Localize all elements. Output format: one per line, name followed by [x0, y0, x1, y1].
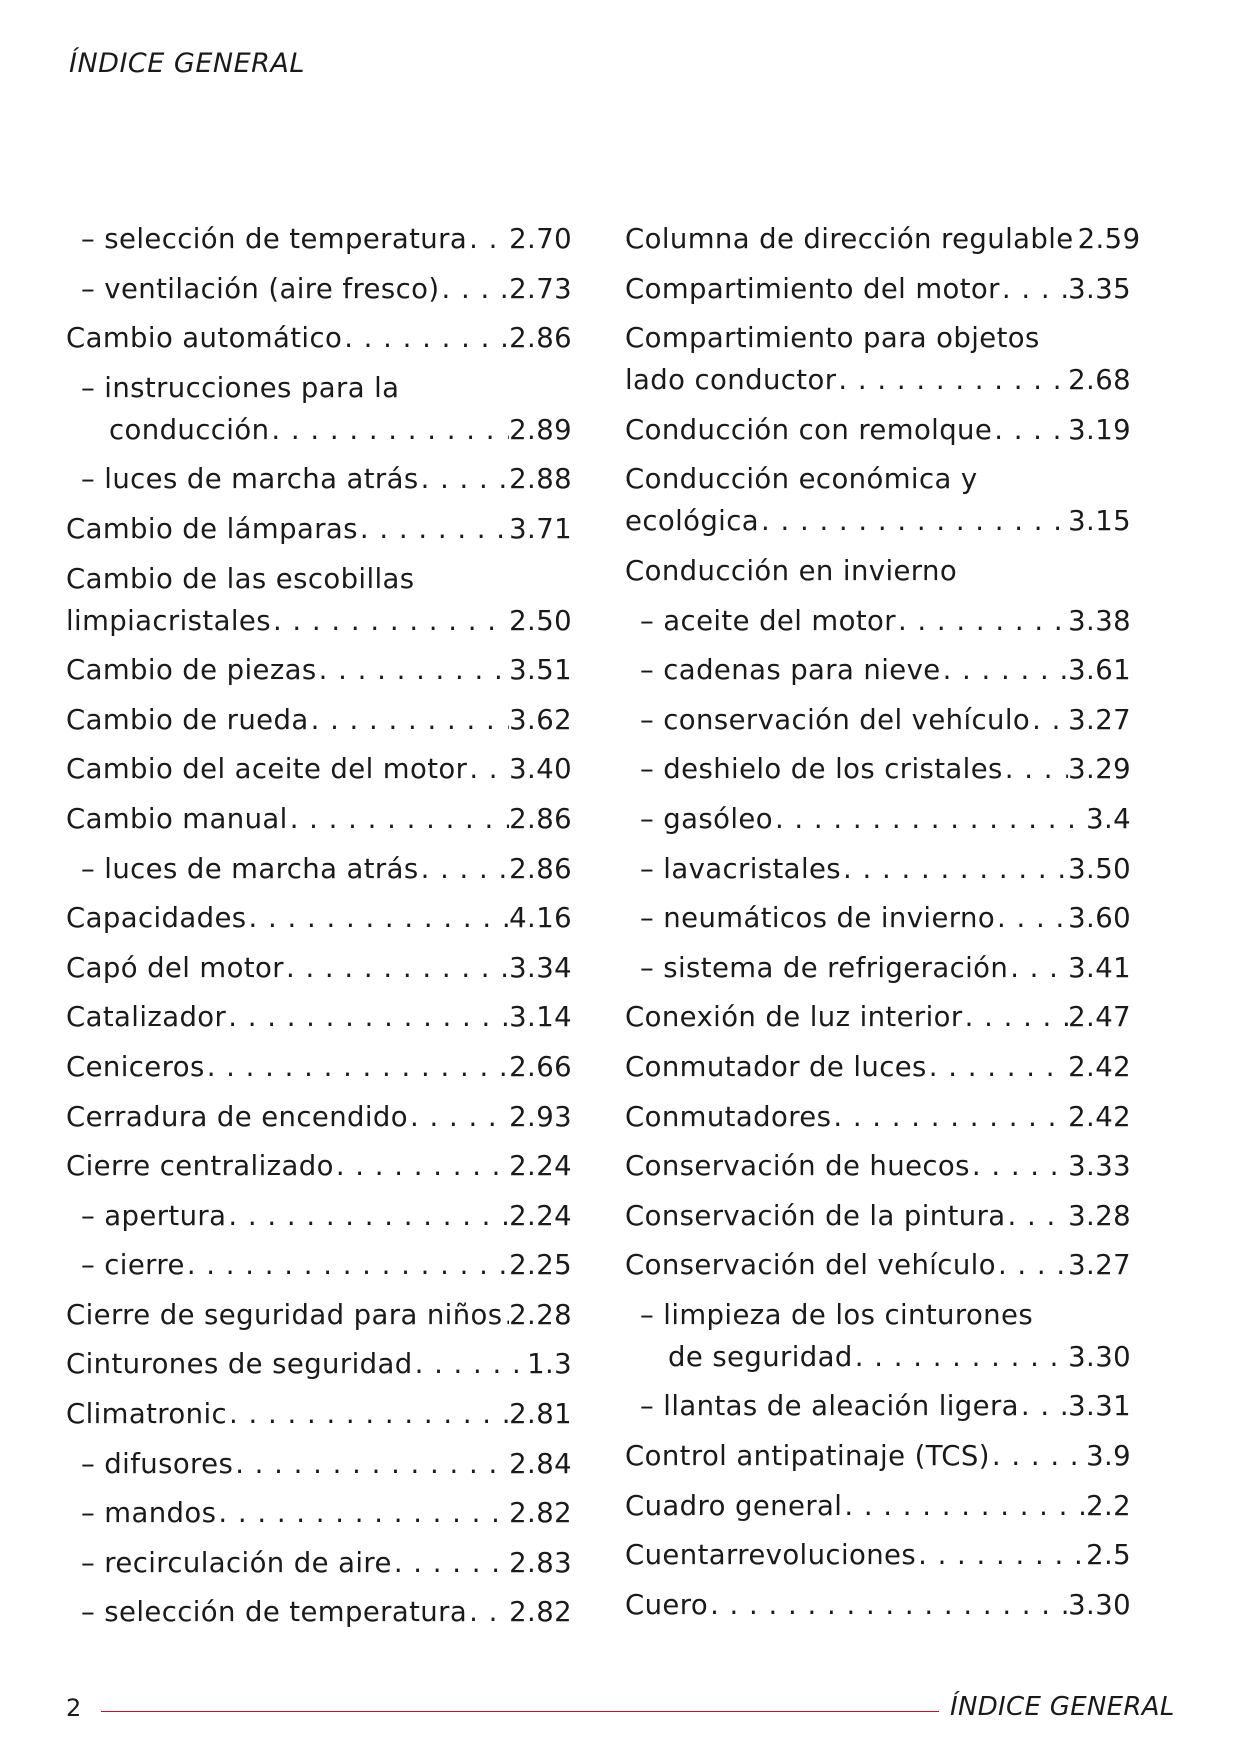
index-entry — [66, 996, 572, 1038]
index-entry-page: 2.88 — [509, 463, 572, 496]
index-entry — [625, 1435, 1131, 1477]
index-entry — [625, 1244, 1131, 1286]
index-entry — [625, 897, 1131, 939]
leader-dots — [288, 798, 509, 840]
index-entry — [66, 1443, 572, 1485]
index-entry-text: Capó del motor — [66, 951, 284, 984]
index-entry — [625, 1584, 1131, 1626]
leader-dots — [467, 1591, 509, 1633]
index-entry — [66, 268, 572, 310]
index-entry-text: Catalizador — [66, 1001, 227, 1034]
index-entry-page: 3.9 — [1086, 1440, 1131, 1473]
index-entry-text: Cambio de rueda — [66, 703, 309, 736]
leader-dots — [271, 600, 509, 642]
index-entry-page: 3.28 — [1068, 1199, 1131, 1232]
index-column-right — [625, 218, 1141, 1633]
index-entry — [66, 1492, 572, 1534]
index-entry-page: 3.33 — [1068, 1150, 1131, 1183]
index-entry — [66, 1294, 572, 1336]
index-entry-text: Cambio del aceite del motor — [66, 753, 468, 786]
leader-dots — [216, 1492, 509, 1534]
index-entry-page: 2.89 — [509, 413, 572, 446]
index-entry-page: 3.34 — [509, 951, 572, 984]
index-entry — [625, 1145, 1131, 1187]
leader-dots — [1019, 1385, 1068, 1427]
index-entry-text: – conservación del vehículo — [640, 703, 1031, 736]
index-entry-page: 3.27 — [1068, 1249, 1131, 1282]
index-entry-text: – limpieza de los cinturones — [640, 1298, 1034, 1331]
index-entry — [66, 1393, 572, 1435]
leader-dots — [831, 1096, 1068, 1138]
index-entry — [66, 798, 572, 840]
index-entry — [625, 798, 1131, 840]
index-entry-page: 2.83 — [509, 1546, 572, 1579]
index-entry-text: – sistema de refrigeración — [640, 951, 1009, 984]
leader-dots — [227, 1393, 509, 1435]
index-entry-text: Cambio automático — [66, 322, 343, 355]
index-entry-text: – luces de marcha atrás — [81, 852, 419, 885]
index-entry-page: 3.51 — [509, 654, 572, 687]
leader-dots — [413, 1343, 527, 1385]
index-entry-text: Cambio de piezas — [66, 654, 317, 687]
leader-dots — [284, 947, 509, 989]
index-entry-page: 2.24 — [509, 1199, 572, 1232]
index-entry-text: – recirculación de aire — [81, 1546, 392, 1579]
index-entry — [625, 1096, 1131, 1138]
index-entry-page: 2.70 — [509, 223, 572, 255]
index-entry-page: 1.3 — [527, 1348, 572, 1381]
index-entry — [625, 649, 1131, 691]
index-entry-text: Ceniceros — [66, 1050, 205, 1083]
leader-dots — [309, 699, 510, 741]
leader-dots — [269, 409, 509, 451]
index-entry-page: 2.47 — [1068, 1001, 1131, 1034]
index-entry-text: Conservación de huecos — [625, 1150, 970, 1183]
index-entry-page: 3.4 — [1086, 802, 1131, 835]
index-entry — [66, 699, 572, 741]
index-entry — [66, 508, 572, 550]
index-entry-page: 3.35 — [1068, 272, 1131, 305]
index-entry — [625, 1534, 1131, 1576]
index-entry-page: 2.86 — [509, 852, 572, 885]
footer-title: ÍNDICE GENERAL — [950, 1692, 1175, 1722]
index-entry-text: – neumáticos de invierno — [640, 902, 996, 935]
leader-dots — [503, 1294, 510, 1336]
index-entry-page: 3.50 — [1068, 852, 1131, 885]
leader-dots — [708, 1584, 1068, 1626]
index-entry-page: 4.16 — [509, 902, 572, 935]
index-entry-text: lado conductor — [625, 364, 837, 397]
index-entry — [66, 1046, 572, 1088]
index-entry — [66, 1591, 572, 1633]
index-entry-page: 3.61 — [1068, 654, 1131, 687]
index-entry-text: Cuero — [625, 1588, 709, 1621]
index-entry — [66, 1542, 572, 1584]
index-entry — [66, 367, 572, 451]
index-entry-text: limpiacristales — [66, 604, 271, 637]
index-entry — [625, 699, 1131, 741]
index-entry-text: – ventilación (aire fresco) — [81, 272, 440, 305]
index-entry-page: 2.50 — [509, 604, 572, 637]
index-entry-page: 2.66 — [509, 1050, 572, 1083]
index-entry-text: – difusores — [81, 1447, 234, 1480]
leader-dots — [990, 1435, 1086, 1477]
leader-dots — [996, 1244, 1068, 1286]
index-entry-page: 2.93 — [509, 1100, 572, 1133]
leader-dots — [992, 409, 1068, 451]
leader-dots — [419, 458, 510, 500]
leader-dots — [226, 996, 509, 1038]
index-entry-page: 2.73 — [509, 272, 572, 305]
index-entry-page: 3.27 — [1068, 703, 1131, 736]
leader-dots — [1000, 268, 1068, 310]
index-entry-page: 3.14 — [509, 1001, 572, 1034]
index-entry — [66, 1244, 572, 1286]
leader-dots — [467, 748, 509, 790]
index-entry-page: 2.25 — [509, 1249, 572, 1282]
leader-dots — [1006, 1195, 1069, 1237]
index-entry-text: – lavacristales — [640, 852, 842, 885]
index-entry — [66, 947, 572, 989]
index-entry-text: – cadenas para nieve — [640, 654, 941, 687]
leader-dots — [408, 1096, 509, 1138]
index-entry — [625, 409, 1131, 451]
index-entry-text: Cambio manual — [66, 802, 288, 835]
index-entry-page: 2.82 — [509, 1596, 572, 1629]
index-entry-page: 3.19 — [1068, 413, 1131, 446]
index-entry — [66, 848, 572, 890]
leader-dots — [226, 1195, 509, 1237]
index-entry-text: – cierre — [81, 1249, 185, 1282]
index-entry-page: 2.42 — [1068, 1050, 1131, 1083]
index-entry — [625, 996, 1131, 1038]
index-entry-page: 3.15 — [1068, 505, 1131, 538]
index-entry — [66, 649, 572, 691]
index-entry-text: Compartimiento del motor — [625, 272, 1000, 305]
footer-rule — [101, 1711, 939, 1712]
leader-dots — [853, 1336, 1068, 1378]
leader-dots — [392, 1542, 509, 1584]
index-entry-text: – llantas de aleación ligera — [640, 1390, 1019, 1423]
index-entry — [625, 1195, 1131, 1237]
index-entry — [625, 1294, 1131, 1378]
index-entry-page: 3.29 — [1068, 753, 1131, 786]
index-entry-page: 2.82 — [509, 1497, 572, 1530]
index-entry-text: – aceite del motor — [640, 604, 896, 637]
index-entry — [625, 600, 1131, 642]
index-entry-page: 3.31 — [1068, 1390, 1131, 1423]
index-entry — [625, 218, 1141, 260]
leader-dots — [1003, 748, 1068, 790]
leader-dots — [916, 1534, 1086, 1576]
index-entry-text: Columna de dirección regulable — [625, 223, 1074, 255]
index-entry-page: 2.86 — [509, 322, 572, 355]
index-entry-text: – luces de marcha atrás — [81, 463, 419, 496]
leader-dots — [759, 500, 1068, 542]
leader-dots — [419, 848, 510, 890]
leader-dots — [1030, 699, 1068, 741]
leader-dots — [247, 897, 510, 939]
index-entry-text: ecológica — [625, 505, 759, 538]
leader-dots — [358, 508, 509, 550]
index-entry-page: 2.68 — [1068, 364, 1131, 397]
index-entry — [625, 848, 1131, 890]
index-entry — [66, 458, 572, 500]
index-entry-text: Conducción económica y — [625, 463, 978, 496]
index-entry-text: Cierre de seguridad para niños — [66, 1298, 503, 1331]
leader-dots — [205, 1046, 509, 1088]
index-entry-page: 3.60 — [1068, 902, 1131, 935]
index-entry — [66, 1195, 572, 1237]
leader-dots — [185, 1244, 509, 1286]
index-entry-page: 2.81 — [509, 1398, 572, 1431]
leader-dots — [963, 996, 1069, 1038]
index-entry — [625, 748, 1131, 790]
leader-dots — [773, 798, 1086, 840]
index-entry-text: – deshielo de los cristales — [640, 753, 1003, 786]
leader-dots — [317, 649, 510, 691]
index-entry-text: Conducción en invierno — [625, 554, 958, 587]
index-entry — [625, 1485, 1131, 1527]
index-entry-page: 3.30 — [1068, 1588, 1131, 1621]
index-entry-text: Cambio de las escobillas — [66, 562, 415, 595]
index-entry-page: 2.5 — [1086, 1539, 1131, 1572]
index-entry — [66, 1096, 572, 1138]
index-entry-page: 3.30 — [1068, 1340, 1131, 1373]
index-entry-page: 2.42 — [1068, 1100, 1131, 1133]
page-header-title: ÍNDICE GENERAL — [69, 48, 305, 79]
index-entry-text: Cinturones de seguridad — [66, 1348, 413, 1381]
index-entry-page: 3.62 — [509, 703, 572, 736]
index-entry-text: conducción — [109, 413, 270, 446]
index-entry — [625, 268, 1131, 310]
index-entry-page: 3.38 — [1068, 604, 1131, 637]
index-entry — [625, 1046, 1131, 1088]
index-entry — [66, 317, 572, 359]
leader-dots — [836, 359, 1068, 401]
index-entry — [66, 1343, 572, 1385]
page-number: 2 — [66, 1694, 82, 1722]
index-entry-text: – selección de temperatura — [81, 1596, 468, 1629]
index-entry — [625, 550, 1131, 592]
index-entry — [66, 897, 572, 939]
index-entry-text: Cierre centralizado — [66, 1150, 334, 1183]
index-entry — [66, 218, 572, 260]
index-entry-text: Conservación de la pintura — [625, 1199, 1006, 1232]
index-entry-page: 2.86 — [509, 802, 572, 835]
index-entry — [625, 1385, 1131, 1427]
index-entry-page: 3.41 — [1068, 951, 1131, 984]
leader-dots — [342, 317, 509, 359]
index-entry-text: Conservación del vehículo — [625, 1249, 996, 1282]
index-entry-page: 2.28 — [509, 1298, 572, 1331]
index-entry-page: 3.40 — [509, 753, 572, 786]
index-entry-text: – apertura — [81, 1199, 227, 1232]
leader-dots — [896, 600, 1068, 642]
index-entry — [66, 1145, 572, 1187]
leader-dots — [941, 649, 1069, 691]
index-entry-text: Cerradura de encendido — [66, 1100, 408, 1133]
index-entry-text: – mandos — [81, 1497, 217, 1530]
index-entry-text: Conducción con remolque — [625, 413, 993, 446]
index-entry-page: 2.24 — [509, 1150, 572, 1183]
leader-dots — [842, 1485, 1086, 1527]
leader-dots — [995, 897, 1068, 939]
leader-dots — [439, 268, 509, 310]
index-entry-text: – gasóleo — [640, 802, 773, 835]
index-column-left — [66, 218, 572, 1641]
index-entry — [625, 947, 1131, 989]
index-entry-text: Cuadro general — [625, 1489, 843, 1522]
index-entry-text: Climatronic — [66, 1398, 228, 1431]
index-entry-text: Conmutador de luces — [625, 1050, 927, 1083]
index-entry-page: 2.84 — [509, 1447, 572, 1480]
index-entry — [66, 558, 572, 642]
leader-dots — [334, 1145, 509, 1187]
index-entry-text: – selección de temperatura — [81, 223, 468, 255]
index-entry — [625, 317, 1131, 401]
index-entry-text: Cuentarrevoluciones — [625, 1539, 917, 1572]
leader-dots — [970, 1145, 1068, 1187]
index-entry-text: – instrucciones para la — [81, 371, 400, 404]
index-entry-text: de seguridad — [668, 1340, 853, 1373]
index-entry-text: Conmutadores — [625, 1100, 832, 1133]
index-entry-page: 2.2 — [1086, 1489, 1131, 1522]
index-entry-text: Cambio de lámparas — [66, 512, 358, 545]
leader-dots — [1008, 947, 1068, 989]
index-entry-text: Capacidades — [66, 902, 247, 935]
index-entry-page: 2.59 — [1077, 223, 1141, 255]
index-entry-text: Control antipatinaje (TCS) — [625, 1440, 990, 1473]
index-entry-page: 3.71 — [509, 512, 572, 545]
index-entry-text: Conexión de luz interior — [625, 1001, 963, 1034]
index-entry-text: Compartimiento para objetos — [625, 322, 1040, 355]
index-entry — [625, 458, 1131, 542]
leader-dots — [841, 848, 1068, 890]
leader-dots — [233, 1443, 509, 1485]
leader-dots — [467, 218, 509, 260]
index-entry — [66, 748, 572, 790]
leader-dots — [927, 1046, 1068, 1088]
